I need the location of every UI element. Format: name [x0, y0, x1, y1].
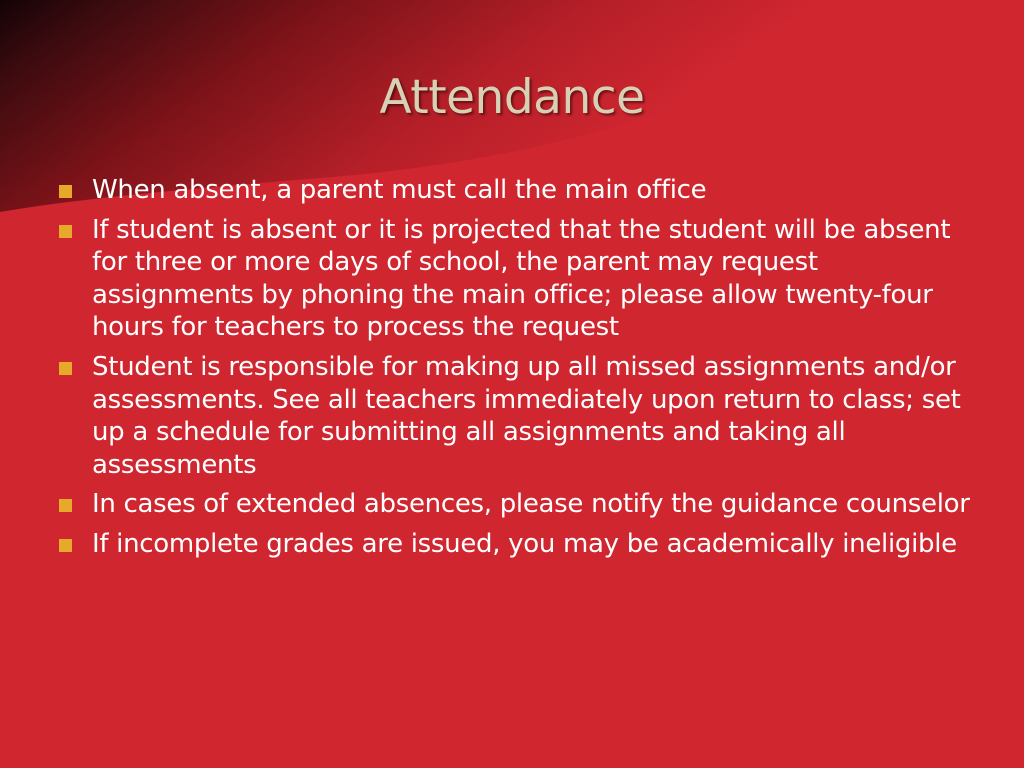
bullet-list	[56, 174, 976, 568]
square-bullet-icon	[59, 499, 72, 512]
bullet-item	[56, 528, 976, 561]
square-bullet-icon	[59, 225, 72, 238]
bullet-text: If incomplete grades are issued, you may be academically ineligible	[92, 528, 957, 559]
bullet-item	[56, 488, 976, 521]
bullet-item	[56, 214, 976, 344]
square-bullet-icon	[59, 185, 72, 198]
square-bullet-icon	[59, 362, 72, 375]
slide-title: Attendance	[379, 70, 645, 125]
bullet-text: Student is responsible for making up all missed assignments and/or assessments. See all teachers immediately upon return to class; set up a schedule for submitting all assignments and taking all assessments	[92, 351, 961, 480]
bullet-item	[56, 174, 976, 207]
bullet-text: In cases of extended absences, please notify the guidance counselor	[92, 489, 970, 520]
bullet-text: If student is absent or it is projected that the student will be absent for three or more days of school, the parent may request assignments by phoning the main office; please allow twenty-four hours for teachers to process the request	[92, 214, 951, 343]
bullet-text: When absent, a parent must call the main office	[92, 175, 707, 205]
bullet-item	[56, 351, 976, 481]
square-bullet-icon	[59, 539, 72, 552]
